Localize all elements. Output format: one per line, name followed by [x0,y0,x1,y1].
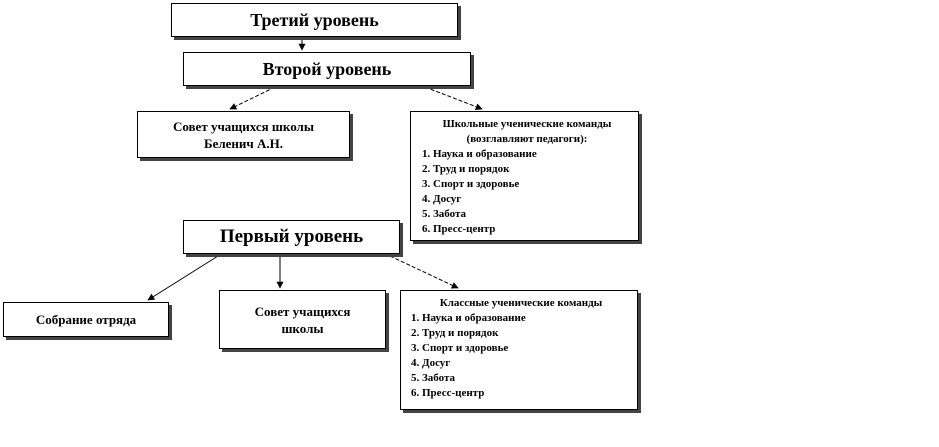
squad-meeting-label: Собрание отряда [35,312,137,327]
school-council-line2: Беленич А.Н. [204,135,283,151]
class-teams-heading: Классные ученические команды [439,297,603,309]
arrow-second-to-school-council [230,87,275,109]
class-teams-list [411,311,631,401]
list-item: 1. Наука и образование [411,312,526,324]
list-item: 6. Пресс-центр [422,223,496,235]
class-teams-box [400,290,638,410]
school-teams-box [410,111,639,241]
school-teams-heading-line1: Школьные ученические команды [442,118,612,130]
second-level-label: Второй уровень [262,58,392,79]
list-item: 4. Досуг [422,193,462,205]
list-item: 1. Наука и образование [422,148,537,160]
list-item: 5. Забота [422,208,467,220]
second-level-box [183,52,471,86]
third-level-box [171,3,458,37]
first-level-box [183,220,400,254]
list-item: 3. Спорт и здоровье [422,178,520,190]
class-council-line2: школы [281,320,324,336]
school-teams-heading-line2: (возглавляют педагоги): [466,133,588,145]
school-teams-list [422,147,632,237]
school-council-line1: Совет учащихся школы [172,118,315,134]
list-item: 3. Спорт и здоровье [411,342,509,354]
arrow-first-to-class-teams [390,256,458,288]
list-item: 2. Труд и порядок [422,163,510,175]
third-level-label: Третий уровень [250,9,379,30]
class-council-box [219,290,386,349]
list-item: 5. Забота [411,372,456,384]
list-item: 4. Досуг [411,357,451,369]
arrow-second-to-school-teams [425,87,482,109]
arrow-first-to-squad-meeting [148,256,218,300]
first-level-label: Первый уровень [219,226,364,247]
school-council-box [137,111,350,158]
list-item: 2. Труд и порядок [411,327,499,339]
class-council-line1: Совет учащихся [254,303,351,319]
list-item: 6. Пресс-центр [411,387,485,399]
squad-meeting-box [3,302,169,337]
